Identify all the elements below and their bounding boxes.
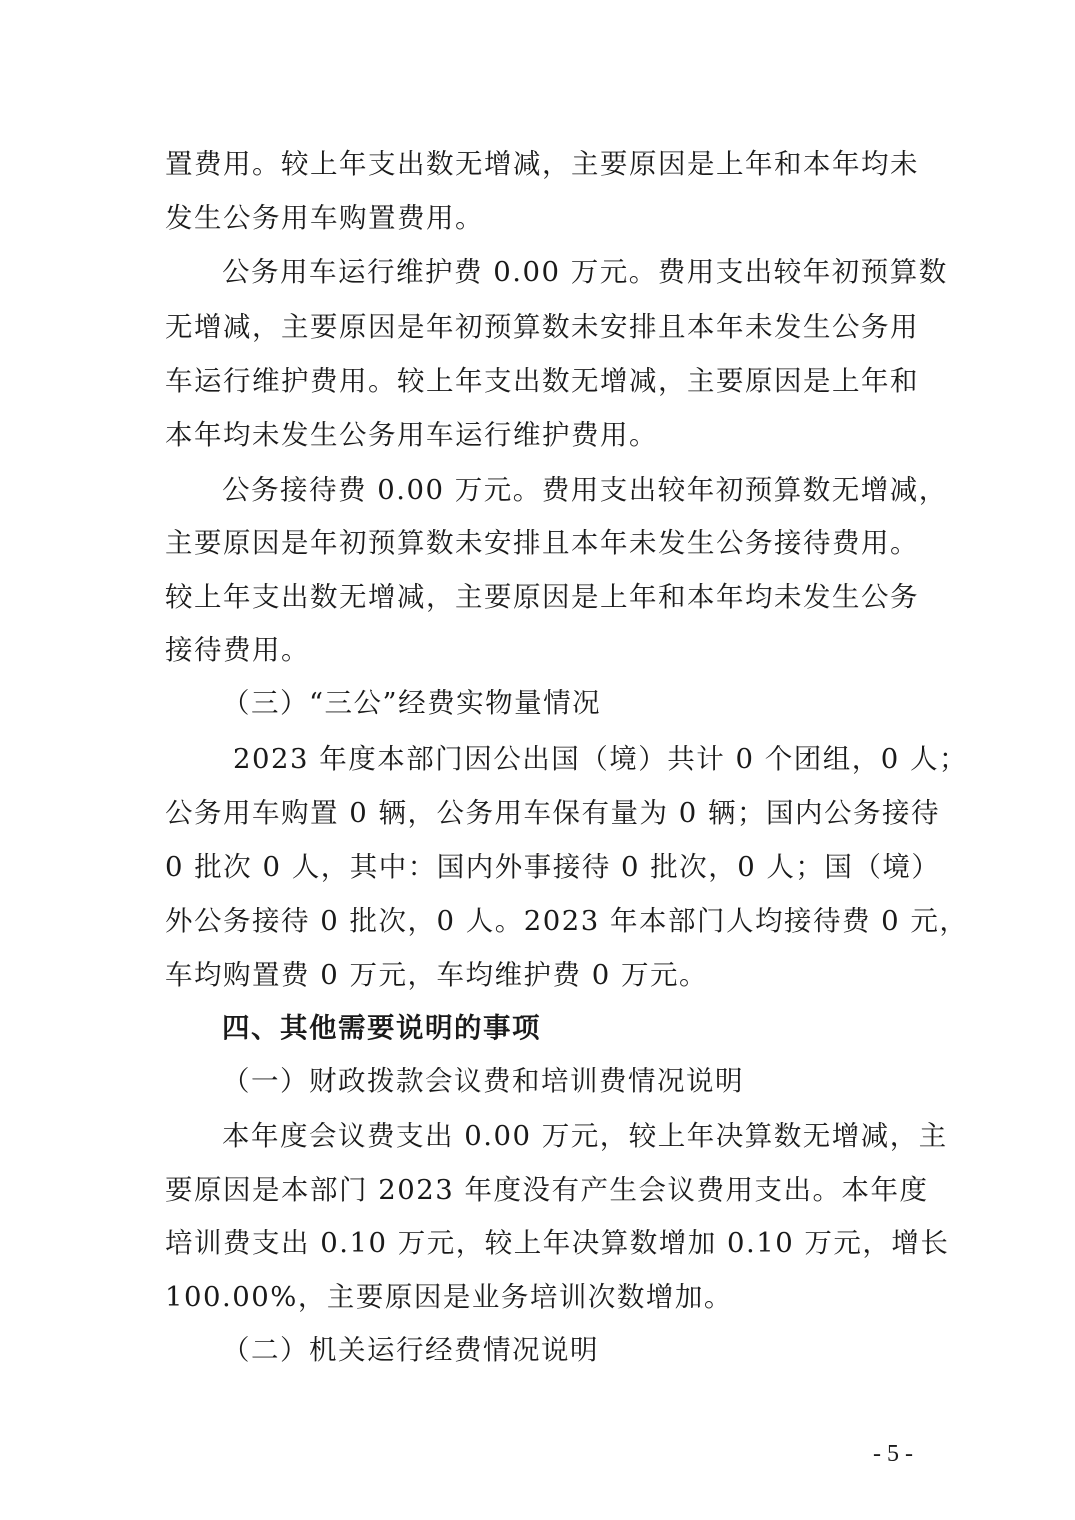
body-line: 发生公务用车购置费用。 [165, 202, 484, 234]
paragraph-first-line: 公务用车运行维护费 0.00 万元。费用支出较年初预算数 [222, 256, 948, 288]
body-line: 公务用车购置 0 辆，公务用车保有量为 0 辆；国内公务接待 [165, 797, 940, 829]
body-line: 车运行维护费用。较上年支出数无增减，主要原因是上年和 [165, 365, 919, 397]
body-line: 较上年支出数无增减，主要原因是上年和本年均未发生公务 [165, 581, 919, 613]
paragraph-first-line: 本年度会议费支出 0.00 万元，较上年决算数无增减，主 [222, 1120, 948, 1152]
body-line: 外公务接待 0 批次，0 人。2023 年本部门人均接待费 0 元， [165, 905, 969, 937]
body-line: 置费用。较上年支出数无增减，主要原因是上年和本年均未 [165, 148, 919, 180]
subsection-heading: （三）“三公”经费实物量情况 [222, 687, 602, 719]
paragraph-first-line: 公务接待费 0.00 万元。费用支出较年初预算数无增减， [222, 474, 948, 506]
body-line: 要原因是本部门 2023 年度没有产生会议费用支出。本年度 [165, 1174, 929, 1206]
body-line: 100.00%，主要原因是业务培训次数增加。 [165, 1281, 733, 1313]
subsection-heading: （一）财政拨款会议费和培训费情况说明 [222, 1065, 744, 1097]
subsection-heading: （二）机关运行经费情况说明 [222, 1334, 599, 1366]
body-line: 培训费支出 0.10 万元，较上年决算数增加 0.10 万元，增长 [165, 1227, 950, 1259]
body-line: 车均购置费 0 万元，车均维护费 0 万元。 [165, 959, 708, 991]
body-line: 本年均未发生公务用车运行维护费用。 [165, 419, 658, 451]
section-heading: 四、其他需要说明的事项 [222, 1012, 541, 1044]
body-line: 主要原因是年初预算数未安排且本年未发生公务接待费用。 [165, 527, 919, 559]
page-number: - 5 - [873, 1441, 913, 1467]
body-line: 0 批次 0 人，其中：国内外事接待 0 批次，0 人；国（境） [165, 851, 941, 883]
body-line: 接待费用。 [165, 634, 310, 666]
paragraph-first-line: 2023 年度本部门因公出国（境）共计 0 个团组，0 人； [233, 743, 968, 775]
body-line: 无增减，主要原因是年初预算数未安排且本年未发生公务用 [165, 311, 919, 343]
